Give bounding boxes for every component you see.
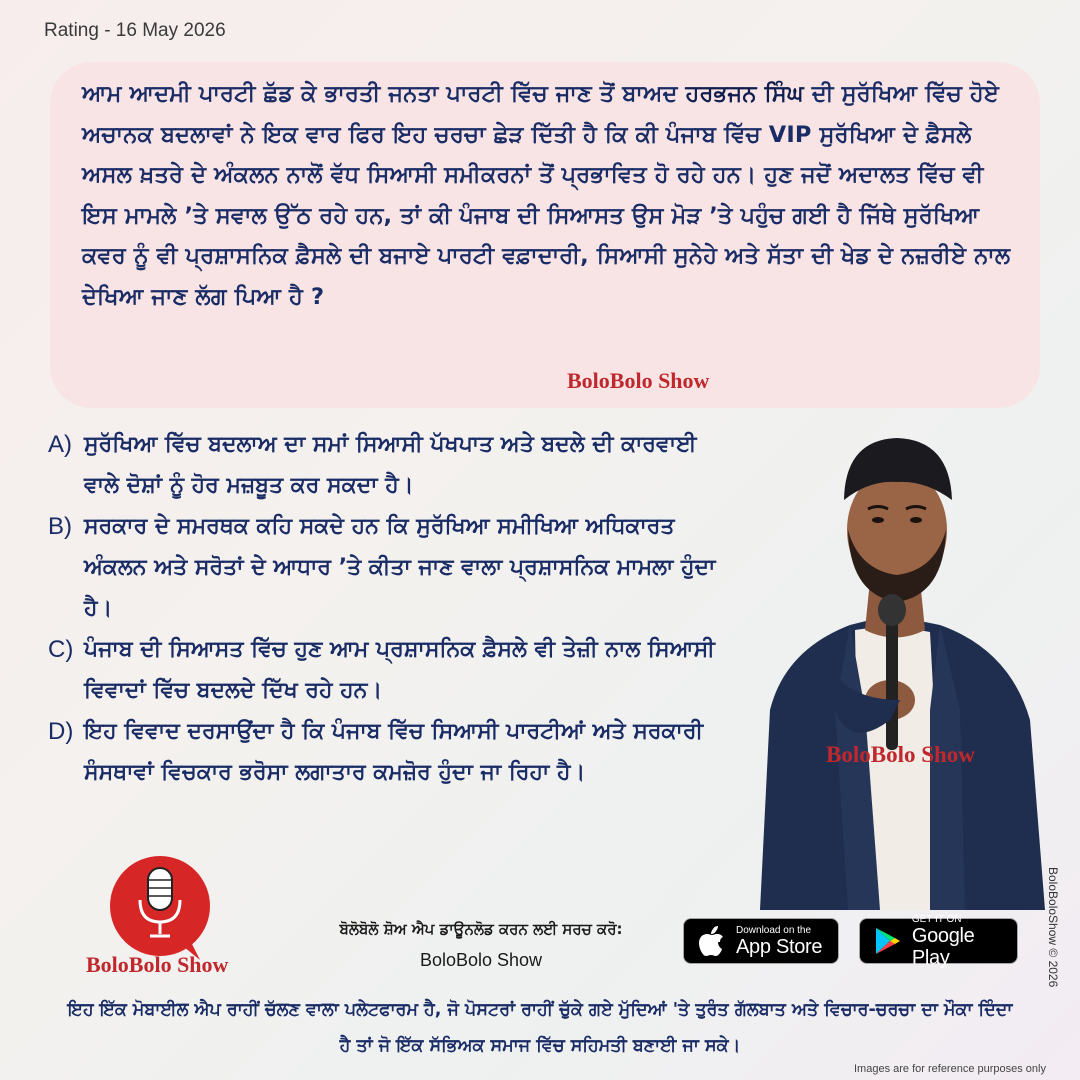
app-store-small-text: Download on the	[736, 924, 812, 936]
option-c[interactable]	[48, 629, 748, 711]
google-play-small-text: GET IT ON	[911, 913, 962, 925]
option-d[interactable]	[48, 711, 748, 793]
option-letter: B)	[48, 513, 72, 540]
option-b[interactable]	[48, 506, 748, 629]
apple-icon	[692, 921, 732, 961]
option-letter: A)	[48, 431, 72, 458]
option-text: ਸਰਕਾਰ ਦੇ ਸਮਰਥਕ ਕਹਿ ਸਕਦੇ ਹਨ ਕਿ ਸੁਰੱਖਿਆ ਸਮੀਖਿਆ ਅਧਿਕਾਰਤ ਅੰਕਲਨ ਅਤੇ ਸਰੋਤਾਂ ਦੇ ਆਧਾਰ ’ਤੇ ਕੀਤਾ ਜਾਣ ਵਾਲਾ ਪ੍ਰਸ਼ਾਸਨਿਕ ਮਾਮਲਾ ਹੁੰਦਾ ਹੈ।	[84, 514, 716, 621]
app-store-big-text: App Store	[736, 935, 823, 958]
google-play-icon	[868, 921, 908, 961]
option-letter: D)	[48, 718, 74, 745]
person-name: ਹਰਭਜਨ ਸਿੰਘ	[685, 81, 804, 107]
options-list	[48, 424, 748, 793]
app-store-button[interactable]	[683, 918, 839, 964]
option-letter: C)	[48, 636, 74, 663]
search-app-name: BoloBolo Show	[419, 950, 543, 970]
question-text-before: ਆਮ ਆਦਮੀ ਪਾਰਟੀ ਛੱਡ ਕੇ ਭਾਰਤੀ ਜਨਤਾ ਪਾਰਟੀ ਵਿੱਚ ਜਾਣ ਤੋਂ ਬਾਅਦ	[82, 81, 686, 107]
rating-date: Rating - 16 May 2026	[44, 20, 226, 41]
option-a[interactable]	[48, 424, 748, 506]
option-text: ਸੁਰੱਖਿਆ ਵਿੱਚ ਬਦਲਾਅ ਦਾ ਸਮਾਂ ਸਿਆਸੀ ਪੱਖਪਾਤ ਅਤੇ ਬਦਲੇ ਦੀ ਕਾਰਵਾਈ ਵਾਲੇ ਦੋਸ਼ਾਂ ਨੂੰ ਹੋਰ ਮਜ਼ਬੂਤ ਕਰ ਸਕਦਾ ਹੈ।	[84, 432, 697, 498]
option-text: ਪੰਜਾਬ ਦੀ ਸਿਆਸਤ ਵਿੱਚ ਹੁਣ ਆਮ ਪ੍ਰਸ਼ਾਸਨਿਕ ਫ਼ੈਸਲੇ ਵੀ ਤੇਜ਼ੀ ਨਾਲ ਸਿਆਸੀ ਵਿਵਾਦਾਂ ਵਿੱਚ ਬਦਲਦੇ ਦਿੱਖ ਰਹੇ ਹਨ।	[84, 637, 715, 703]
disclaimer-text: Images are for reference purposes only	[854, 1063, 1046, 1075]
brand-watermark: BoloBolo Show	[826, 742, 975, 767]
question-text	[82, 74, 1022, 317]
person-photo	[740, 410, 1050, 910]
platform-description: ਇਹ ਇੱਕ ਮੋਬਾਈਲ ਐਪ ਰਾਹੀਂ ਚੱਲਣ ਵਾਲਾ ਪਲੇਟਫਾਰਮ ਹੈ, ਜੋ ਪੋਸਟਰਾਂ ਰਾਹੀਂ ਚੁੱਕੇ ਗਏ ਮੁੱਦਿਆਂ 'ਤੇ ਤੁਰੰਤ ਗੱਲਬਾਤ ਅਤੇ ਵਿਚਾਰ-ਚਰਚਾ ਦਾ ਮੌਕਾ ਦਿੰਦਾ ਹੈ ਤਾਂ ਜੋ ਇੱਕ ਸੱਭਿਅਕ ਸਮਾਜ ਵਿੱਚ ਸਹਿਮਤੀ ਬਣਾਈ ਜਾ ਸਕੇ।	[67, 1000, 1013, 1056]
question-text-after: ਦੀ ਸੁਰੱਖਿਆ ਵਿੱਚ ਹੋਏ ਅਚਾਨਕ ਬਦਲਾਵਾਂ ਨੇ ਇਕ ਵਾਰ ਫਿਰ ਇਹ ਚਰਚਾ ਛੇੜ ਦਿੱਤੀ ਹੈ ਕਿ ਕੀ ਪੰਜਾਬ ਵਿੱਚ VIP ਸੁਰੱਖਿਆ ਦੇ ਫ਼ੈਸਲੇ ਅਸਲ ਖ਼ਤਰੇ ਦੇ ਅੰਕਲਨ ਨਾਲੋਂ ਵੱਧ ਸਿਆਸੀ ਸਮੀਕਰਨਾਂ ਤੋਂ ਪ੍ਰਭਾਵਿਤ ਹੋ ਰਹੇ ਹਨ। ਹੁਣ ਜਦੋਂ ਅਦਾਲਤ ਵਿੱਚ ਵੀ ਇਸ ਮਾਮਲੇ ’ਤੇ ਸਵਾਲ ਉੱਠ ਰਹੇ ਹਨ, ਤਾਂ ਕੀ ਪੰਜਾਬ ਦੀ ਸਿਆਸਤ ਉਸ ਮੋੜ ’ਤੇ ਪਹੁੰਚ ਗਈ ਹੈ ਜਿੱਥੇ ਸੁਰੱਖਿਆ ਕਵਰ ਨੂੰ ਵੀ ਪ੍ਰਸ਼ਾਸਨਿਕ ਫ਼ੈਸਲੇ ਦੀ ਬਜਾਏ ਪਾਰਟੀ ਵਫ਼ਾਦਾਰੀ, ਸਿਆਸੀ ਸੁਨੇਹੇ ਅਤੇ ਸੱਤਾ ਦੀ ਖੇਡ ਦੇ ਨਜ਼ਰੀਏ ਨਾਲ ਦੇਖਿਆ ਜਾਣ ਲੱਗ ਪਿਆ ਹੈ ?	[82, 81, 1011, 310]
option-text: ਇਹ ਵਿਵਾਦ ਦਰਸਾਉਂਦਾ ਹੈ ਕਿ ਪੰਜਾਬ ਵਿੱਚ ਸਿਆਸੀ ਪਾਰਟੀਆਂ ਅਤੇ ਸਰਕਾਰੀ ਸੰਸਥਾਵਾਂ ਵਿਚਕਾਰ ਭਰੋਸਾ ਲਗਾਤਾਰ ਕਮਜ਼ੋਰ ਹੁੰਦਾ ਜਾ ਰਿਹਾ ਹੈ।	[84, 719, 704, 785]
copyright-text: BoloBoloShow © 2026	[1046, 867, 1060, 988]
google-play-button[interactable]	[859, 913, 1018, 969]
search-cta: ਬੋਲੋਬੋਲੋ ਸ਼ੋਅ ਐਪ ਡਾਊਨਲੋਡ ਕਰਨ ਲਈ ਸਰਚ ਕਰੋ:	[339, 920, 623, 938]
logo-text: BoloBolo Show	[86, 952, 229, 977]
google-play-big-text: Google Play	[911, 924, 975, 969]
brand-watermark: BoloBolo Show	[567, 368, 710, 393]
